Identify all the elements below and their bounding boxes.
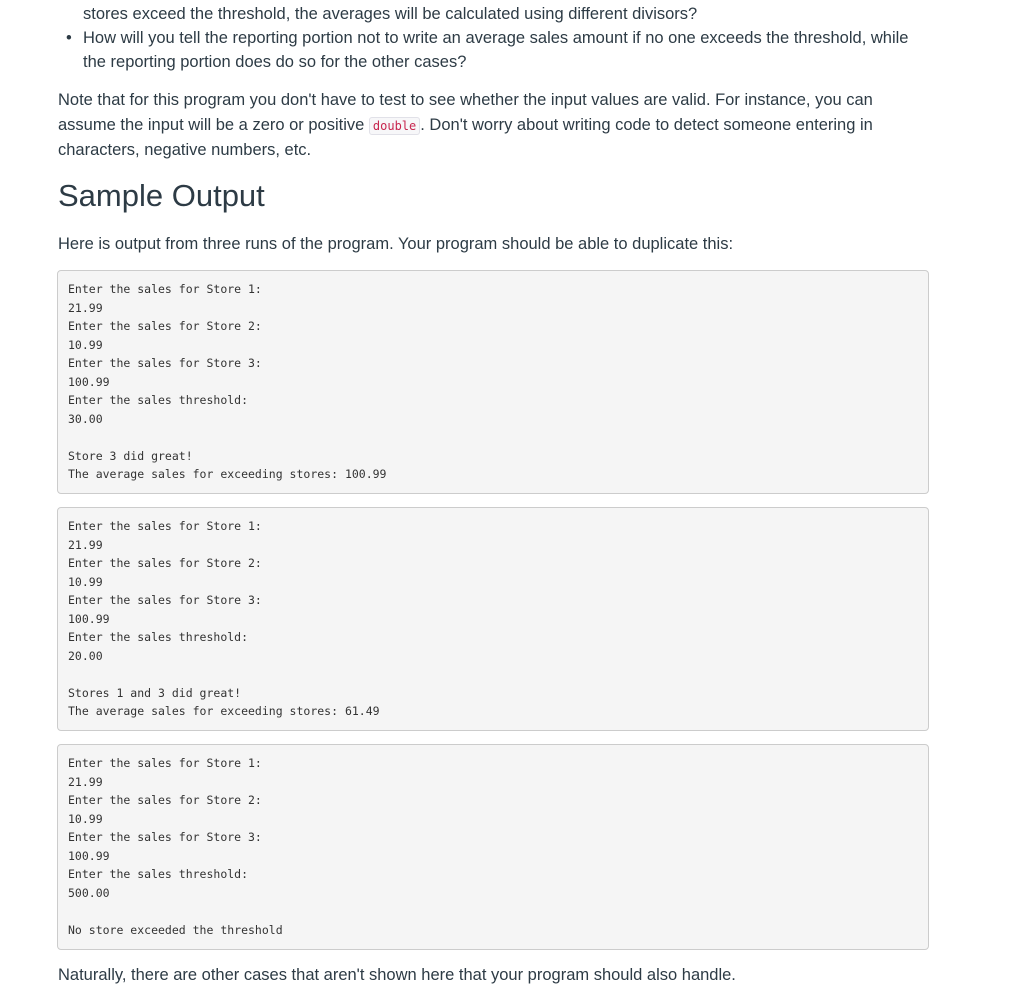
output-line: 21.99 bbox=[68, 537, 103, 552]
output-line: Enter the sales for Store 3: bbox=[68, 356, 262, 370]
list-item-text: the reporting portion does do so for the other cases? bbox=[83, 53, 467, 71]
closing-paragraph bbox=[58, 963, 958, 988]
output-line: Enter the sales for Store 2: bbox=[68, 793, 262, 807]
sample-output-block bbox=[57, 507, 929, 731]
output-line: 100.99 bbox=[68, 848, 110, 863]
list-item-text: stores exceed the threshold, the averages will be calculated using different divisors? bbox=[83, 5, 698, 23]
output-line: 10.99 bbox=[68, 574, 103, 589]
output-line: Stores 1 and 3 did great! bbox=[68, 685, 242, 700]
question-list bbox=[58, 2, 958, 74]
output-line: 10.99 bbox=[68, 337, 103, 352]
sample-output-block bbox=[57, 744, 929, 950]
output-line: No store exceeded the threshold bbox=[68, 922, 283, 937]
output-line: Store 3 did great! bbox=[68, 448, 193, 463]
output-line: 20.00 bbox=[68, 648, 103, 663]
intro-text: Here is output from three runs of the program. Your program should be able to duplicate this: bbox=[58, 235, 734, 253]
intro-paragraph bbox=[58, 232, 958, 257]
blank-line bbox=[68, 902, 928, 921]
blank-line bbox=[68, 428, 928, 447]
list-item bbox=[58, 26, 958, 74]
blank-line bbox=[68, 665, 928, 684]
inline-code: double bbox=[369, 117, 420, 135]
output-line: The average sales for exceeding stores: 61.49 bbox=[68, 704, 380, 718]
bullet-icon: • bbox=[66, 29, 72, 47]
note-line-1: Note that for this program you don't have to test to see whether the input values are valid. For instance, you can bbox=[58, 91, 873, 109]
output-line: 21.99 bbox=[68, 774, 103, 789]
note-line-3: characters, negative numbers, etc. bbox=[58, 141, 312, 159]
sample-output-block bbox=[57, 270, 929, 494]
list-item bbox=[58, 2, 958, 26]
output-line: Enter the sales threshold: bbox=[68, 393, 249, 407]
output-line: Enter the sales for Store 3: bbox=[68, 593, 262, 607]
page-title: Sample Output bbox=[58, 178, 265, 213]
note-paragraph bbox=[58, 88, 958, 163]
output-line: Enter the sales for Store 2: bbox=[68, 319, 262, 333]
output-line: 100.99 bbox=[68, 611, 110, 626]
output-line: Enter the sales for Store 1: bbox=[68, 282, 262, 296]
list-item-text: How will you tell the reporting portion not to write an average sales amount if no one exceeds the threshold, while bbox=[83, 29, 909, 47]
output-line: The average sales for exceeding stores: 100.99 bbox=[68, 467, 387, 481]
output-line: 500.00 bbox=[68, 885, 110, 900]
note-line-2-end: . Don't worry about writing code to detect someone entering in bbox=[420, 115, 873, 134]
output-line: 10.99 bbox=[68, 811, 103, 826]
closing-text: Naturally, there are other cases that aren't shown here that your program should also handle. bbox=[58, 966, 736, 984]
output-line: 30.00 bbox=[68, 411, 103, 426]
output-line: 100.99 bbox=[68, 374, 110, 389]
output-line: Enter the sales for Store 1: bbox=[68, 756, 262, 770]
note-line-2-start: assume the input will be a zero or positive bbox=[58, 115, 369, 134]
output-line: Enter the sales for Store 1: bbox=[68, 519, 262, 533]
output-line: 21.99 bbox=[68, 300, 103, 315]
output-line: Enter the sales for Store 2: bbox=[68, 556, 262, 570]
output-line: Enter the sales for Store 3: bbox=[68, 830, 262, 844]
section-heading bbox=[58, 178, 958, 214]
output-line: Enter the sales threshold: bbox=[68, 630, 249, 644]
output-line: Enter the sales threshold: bbox=[68, 867, 249, 881]
